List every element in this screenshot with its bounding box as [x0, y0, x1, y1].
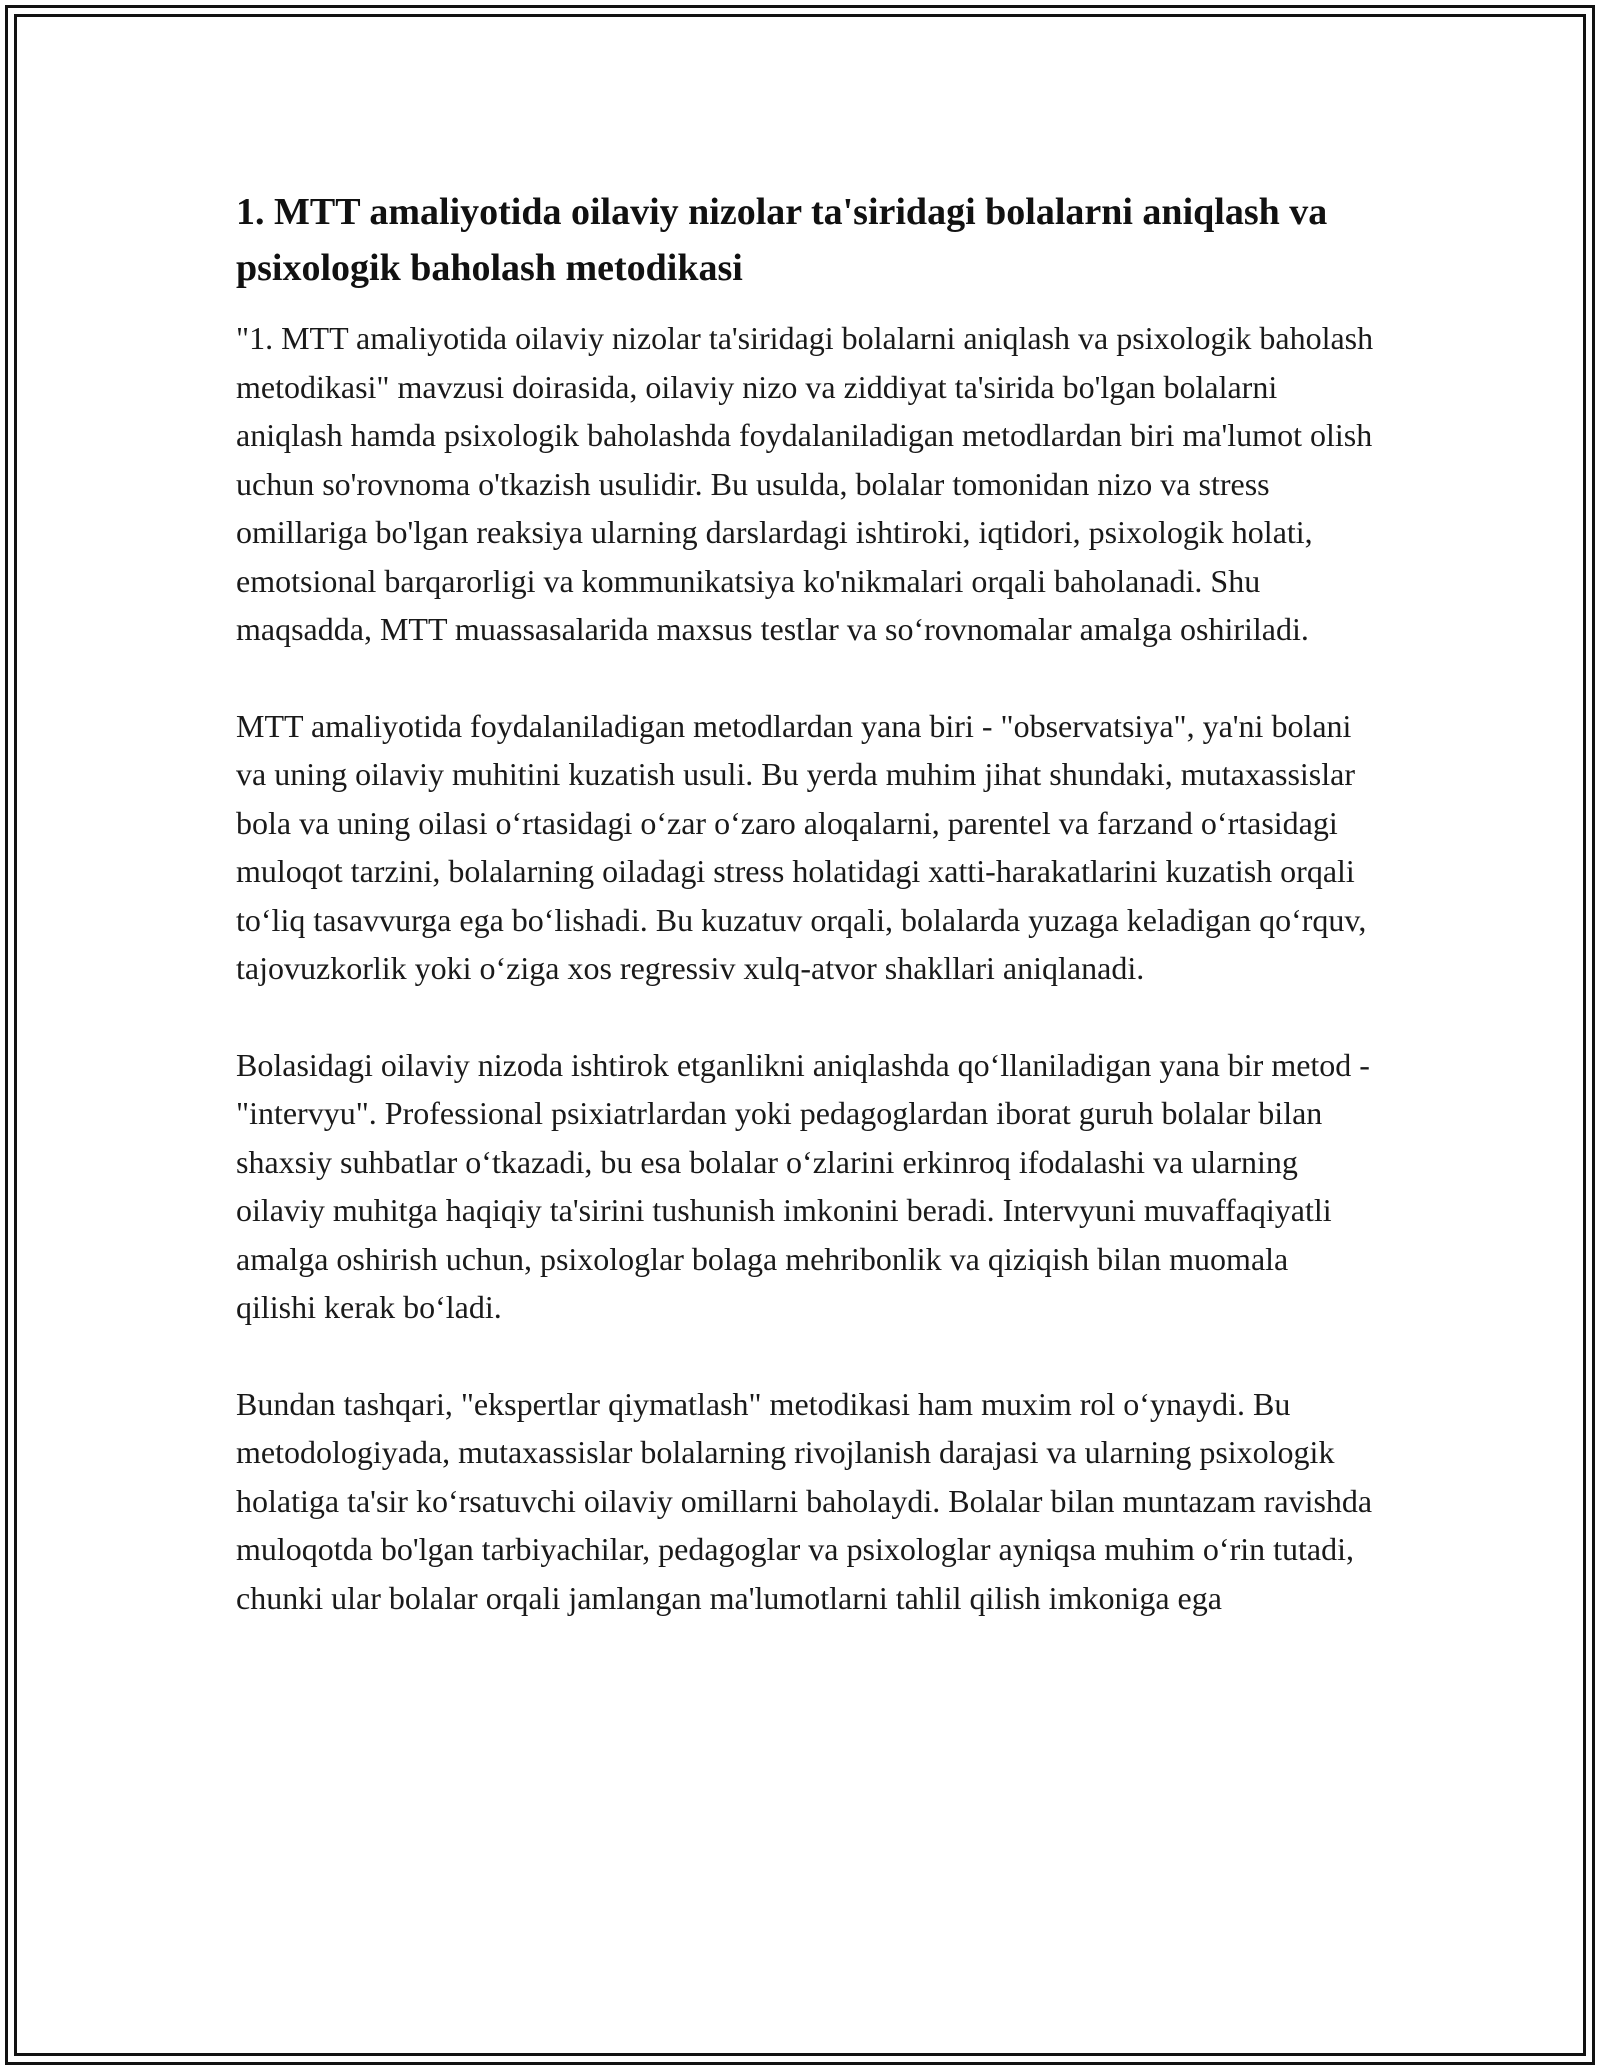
paragraph-interview-method: Bolasidagi oilaviy nizoda ishtirok etganlikni aniqlashda qo‘llaniladigan yana bir metod - "intervyu". Professional psixiatrlardan yoki pedagoglardan iborat guruh bolalar bilan shaxsiy suhbatlar o‘tkazadi, bu esa bolalar o‘zlarini erkinroq ifodalashi va ularning oilaviy muhitga haqiqiy ta'sirini tushunish imkonini beradi. Intervyuni muvaffaqiyatli amalga oshirish uchun, psixologlar bolaga mehribonlik va qiziqish bilan muomala qilishi kerak bo‘ladi.: [236, 1046, 1370, 1325]
paragraph-observation-method: MTT amaliyotida foydalaniladigan metodlardan yana biri - "observatsiya", ya'ni bolani va uning oilaviy muhitini kuzatish usuli. Bu yerda muhim jihat shundaki, mutaxassislar bola va uning oilasi o‘rtasidagi o‘zar o‘zaro aloqalarni, parentel va farzand o‘rtasidagi muloqot tarzini, bolalarning oiladagi stress holatidagi xatti-harakatlarini kuzatish orqali to‘liq tasavvurga ega bo‘lishadi. Bu kuzatuv orqali, bolalarda yuzaga keladigan qo‘rquv, tajovuzkorlik yoki o‘ziga xos regressiv xulq-atvor shakllari aniqlanadi.: [236, 707, 1367, 986]
paragraph-survey-method: "1. MTT amaliyotida oilaviy nizolar ta'siridagi bolalarni aniqlash va psixologik baholash metodikasi" mavzusi doirasida, oilaviy nizo va ziddiyat ta'sirida bo'lgan bolalarni aniqlash hamda psixologik baholashda foydalaniladigan metodlardan biri ma'lumot olish uchun so'rovnoma o'tkazish usulidir. Bu usulda, bolalar tomonidan nizo va stress omillariga bo'lgan reaksiya ularning darslardagi ishtiroki, iqtidori, psixologik holati, emotsional barqarorligi va kommunikatsiya ko'nikmalari orqali baholanadi. Shu maqsadda, MTT muassasalarida maxsus testlar va so‘rovnomalar amalga oshiriladi.: [236, 320, 1374, 647]
paragraph-expert-evaluation-method: Bundan tashqari, "ekspertlar qiymatlash" metodikasi ham muxim rol o‘ynaydi. Bu metodologiyada, mutaxassislar bolalarning rivojlanish darajasi va ularning psixologik holatiga ta'sir ko‘rsatuvchi oilaviy omillarni baholaydi. Bolalar bilan muntazam ravishda muloqotda bo'lgan tarbiyachilar, pedagoglar va psixologlar ayniqsa muhim o‘rin tutadi, chunki ular bolalar orqali jamlangan ma'lumotlarni tahlil qilish imkoniga ega: [236, 1385, 1373, 1616]
section-heading: 1. MTT amaliyotida oilaviy nizolar ta'siridagi bolalarni aniqlash va psixologik baholash metodikasi: [236, 191, 1328, 289]
document-body: [236, 184, 1376, 1670]
